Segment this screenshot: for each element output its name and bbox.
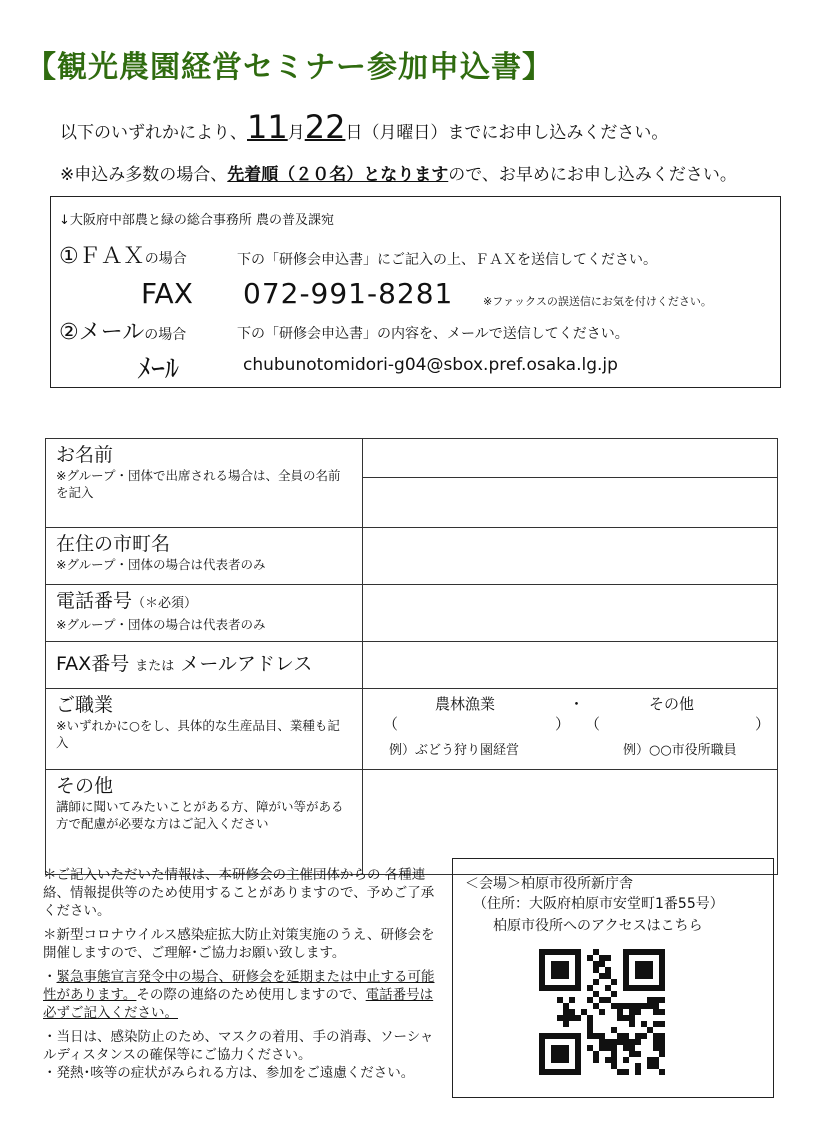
job-label-cell — [46, 689, 363, 770]
deadline-prefix: 以下のいずれかにより、 — [60, 123, 247, 143]
job-paren-close-1: ） — [555, 715, 571, 733]
fax-caution: ※ファックスの誤送信にお気を付けください。 — [483, 295, 712, 308]
name-label: お名前 — [56, 444, 114, 466]
venue-address: （住所：大阪府柏原市安堂町1番55号） — [473, 896, 724, 912]
mail-method-label — [59, 315, 186, 346]
mail-big-label: ﾒｰﾙ — [137, 352, 180, 385]
deadline-suffix: までにお申し込みください。 — [447, 123, 669, 143]
deadline-day-unit: 日 — [345, 123, 363, 143]
city-label-cell — [46, 528, 363, 585]
form-row-contact — [46, 642, 778, 689]
note-emergency-prefix: ・ — [43, 969, 57, 985]
mail-method-title: ②メール — [59, 320, 145, 345]
job-option-dot: ・ — [569, 695, 585, 713]
mail-address: chubunotomidori-g04@sbox.pref.osaka.lg.jp — [243, 355, 618, 375]
job-example-agri: 例）ぶどう狩り園経営 — [389, 743, 520, 758]
job-option-agri[interactable]: 農林漁業 — [435, 695, 496, 713]
form-row-city — [46, 528, 778, 585]
job-label: ご職業 — [56, 694, 114, 716]
note-emergency-mid: その際の連絡のため使用しますので、 — [136, 987, 366, 1003]
contact-input-cell[interactable] — [363, 642, 778, 689]
job-paren-open-2: （ — [585, 715, 601, 733]
venue-access: 柏原市役所へのアクセスはこちら — [493, 918, 703, 934]
job-option-other[interactable]: その他 — [649, 695, 695, 713]
fax-method-label — [59, 239, 187, 270]
first-come-suffix: ので、お早めにお申し込みください。 — [448, 165, 737, 185]
phone-required: （＊必須） — [132, 596, 198, 611]
city-input-cell[interactable] — [363, 528, 778, 585]
deadline-day: 22 — [304, 108, 346, 146]
mail-method-desc: 下の「研修会申込書」の内容を、メールで送信してください。 — [237, 326, 629, 342]
city-label: 在住の市町名 — [56, 533, 171, 555]
phone-input-cell[interactable] — [363, 585, 778, 642]
job-input-cell[interactable] — [363, 689, 778, 770]
venue-box — [452, 858, 774, 1098]
phone-label — [56, 589, 352, 616]
form-row-phone — [46, 585, 778, 642]
job-note: ※いずれかに○をし、具体的な生産品目、業種も記入 — [56, 718, 340, 750]
other-label-cell — [46, 770, 363, 875]
fax-method-desc: 下の「研修会申込書」にご記入の上、ＦＡＸを送信してください。 — [237, 252, 657, 268]
first-come-note — [60, 160, 737, 185]
venue-title: ＜会場＞柏原市役所新庁舎 — [465, 876, 633, 892]
note-privacy: ＊ご記入いただいた情報は、本研修会の主催団体からの 各種連絡、情報提供等のため使用することがありますので、予めご了承ください。 — [43, 867, 435, 919]
fax-method-title: ①ＦＡＸ — [59, 244, 145, 269]
note-emergency-underline-2: 電話番号は必ずご記入ください。 — [43, 987, 434, 1021]
mail-method-suffix: の場合 — [144, 327, 187, 343]
note-emergency — [43, 968, 438, 1022]
contact-or: または — [135, 658, 175, 674]
first-come-bold: 先着順（２０名）となります — [227, 165, 449, 185]
application-method-box — [50, 196, 781, 388]
other-label: その他 — [56, 775, 114, 797]
deadline-month: 11 — [247, 108, 288, 146]
form-row-job — [46, 689, 778, 770]
city-note: ※グループ・団体の場合は代表者のみ — [56, 557, 266, 572]
job-paren-open-1: （ — [383, 715, 399, 733]
other-note: 講師に聞いてみたいことがある方、障がい等がある方で配慮が必要な方はご記入ください — [56, 799, 344, 831]
fax-number: 072-991-8281 — [243, 277, 454, 310]
note-covid: ＊新型コロナウイルス感染症拡大防止対策実施のうえ、研修会を開催しますので、ご理解･ご協力お願い致します。 — [43, 927, 435, 961]
phone-label-text: 電話番号 — [56, 590, 133, 612]
fax-method-suffix: の場合 — [144, 251, 187, 267]
job-example-other: 例）○○市役所職員 — [623, 743, 737, 758]
deadline-weekday: （月曜日） — [362, 123, 448, 143]
fax-big-label: FAX — [141, 277, 193, 310]
note-fever: ・発熱･咳等の症状がみられる方は、参加をご遠慮ください。 — [43, 1065, 415, 1081]
contact-label — [56, 652, 352, 679]
name-input-cell[interactable] — [363, 439, 778, 528]
note-emergency-underline-1: 緊急事態宣言発令中の場合、研修会を延期または中止する可能性があります。 — [43, 969, 435, 1003]
phone-note: ※グループ・団体の場合は代表者のみ — [56, 617, 266, 632]
phone-label-cell — [46, 585, 363, 642]
contact-fax-label: FAX番号 — [56, 652, 130, 675]
name-input-line-1[interactable] — [363, 439, 777, 478]
page-title: 【観光農園経営セミナー参加申込書】 — [26, 50, 553, 85]
deadline-line — [60, 108, 668, 146]
name-label-cell — [46, 439, 363, 528]
contact-mail-label: メールアドレス — [180, 652, 313, 675]
qr-code-icon[interactable] — [539, 949, 665, 1075]
contact-label-cell — [46, 642, 363, 689]
application-form-table — [45, 438, 778, 875]
first-come-prefix: ※申込み多数の場合、 — [60, 165, 228, 185]
name-note: ※グループ・団体で出席される場合は、全員の名前を記入 — [56, 468, 341, 500]
form-row-name — [46, 439, 778, 528]
note-prevention: ・当日は、感染防止のため、マスクの着用、手の消毒、ソーシャルディスタンスの確保等にご協力ください。 — [43, 1029, 434, 1063]
apply-box-header: ↓大阪府中部農と緑の総合事務所 農の普及課宛 — [59, 213, 335, 228]
notes-section — [43, 866, 438, 1088]
deadline-month-unit: 月 — [287, 123, 305, 143]
job-paren-close-2: ） — [755, 715, 771, 733]
